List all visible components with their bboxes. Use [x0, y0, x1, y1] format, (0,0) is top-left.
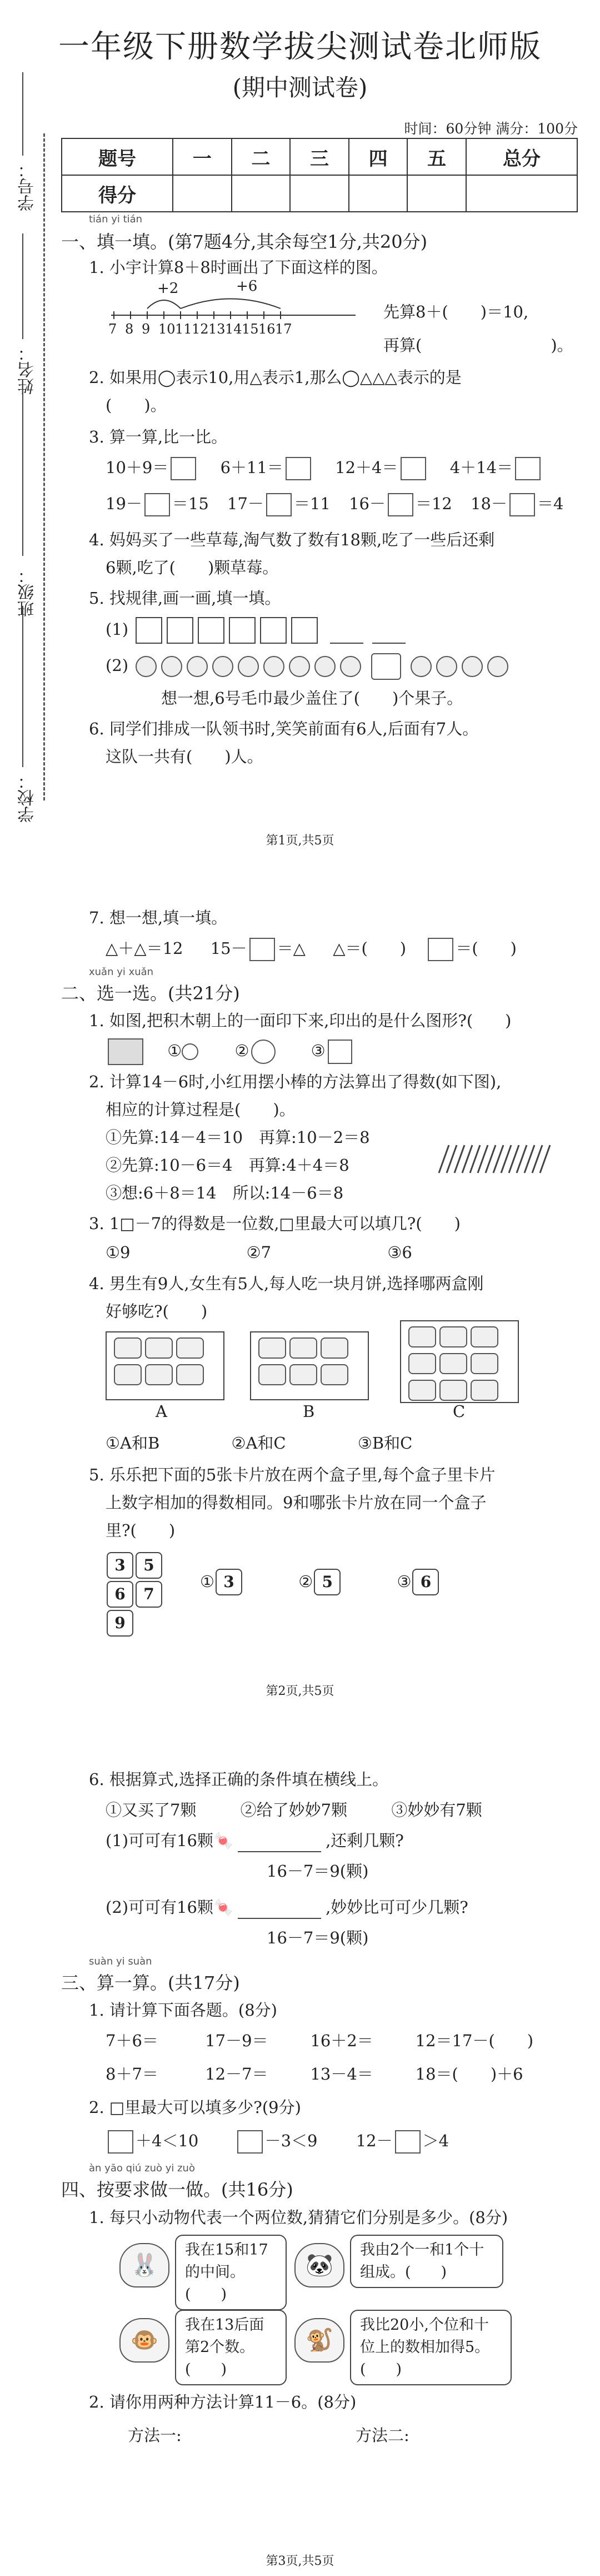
option-label[interactable]: ② — [234, 1041, 249, 1060]
arc-plus-2 — [147, 300, 181, 309]
s4-q2-text: 2. 请你用两种方法计算11－6。(8分) — [89, 2393, 357, 2411]
draw-blank[interactable] — [330, 626, 363, 644]
compare-expr: 4＋14＝ — [449, 458, 513, 477]
s3-q2-items — [106, 2129, 578, 2154]
s1-q7-row — [106, 937, 583, 961]
ineq-expr: －3＜9 — [264, 2131, 318, 2150]
condition-option[interactable]: ③妙妙有7颗 — [391, 1801, 482, 1819]
score-header-row — [62, 138, 577, 175]
side-label-id: 学号： — [18, 161, 37, 211]
number-line-label: 16 — [258, 321, 276, 337]
score-header-cell: 题号 — [62, 138, 173, 175]
fruit-icon — [462, 656, 483, 677]
compare-expr: 10＋9＝ — [106, 458, 169, 477]
answer-box[interactable] — [266, 493, 292, 516]
side-label-school: 学校： — [18, 773, 37, 823]
number-line-label: 15 — [242, 321, 259, 337]
mooncake-icon — [145, 1364, 173, 1385]
mooncake-icon — [439, 1353, 467, 1374]
towel-icon — [371, 653, 401, 680]
s1-q3-row1 — [106, 456, 583, 480]
fill-blank[interactable] — [238, 1834, 321, 1852]
score-header-cell: 四 — [349, 138, 408, 175]
mooncake-icon — [439, 1326, 467, 1347]
mooncake-icon — [114, 1337, 142, 1359]
fruit-icon — [161, 656, 182, 677]
s1-q1-text: 1. 小宇计算8＋8时画出了下面这样的图。 — [89, 258, 388, 277]
mooncake-icon — [471, 1326, 498, 1347]
compare-expr: 18－ — [471, 494, 507, 513]
page-footer: 第3页,共5页 — [266, 2554, 334, 2568]
calc-expr: 8＋7＝ — [106, 2065, 158, 2083]
answer-box[interactable] — [388, 493, 413, 516]
q7-expr: △＋△＝12 — [106, 939, 183, 958]
s2-q2-opt1[interactable]: ①先算:14－4＝10 再算:10－2＝8 — [106, 1128, 370, 1147]
box-label: C — [453, 1402, 466, 1421]
s2-q4-text-b: 好够吃?( ) — [106, 1302, 208, 1321]
s1-q6-text-b: 这队一共有( )人。 — [106, 747, 263, 766]
fruit-icon — [263, 656, 284, 677]
number-card: 3 — [216, 1569, 242, 1595]
side-label-class: 班级： — [18, 567, 37, 617]
candy-icon: 🍬 — [213, 1898, 234, 1917]
calc-expr: 17－9＝ — [205, 2031, 268, 2050]
score-header-cell: 一 — [173, 138, 232, 175]
answer-box[interactable] — [249, 938, 275, 961]
answer-box[interactable] — [144, 493, 170, 516]
triangle-icon: △ — [293, 939, 306, 958]
number-card: 7 — [136, 1581, 162, 1608]
answer-box[interactable] — [108, 2130, 133, 2154]
option-label[interactable]: ③ — [397, 1572, 412, 1591]
ineq-expr: ＞4 — [422, 2131, 449, 2150]
monkey-icon: 🐒 — [294, 2318, 344, 2363]
s2-q5-cards — [106, 1551, 172, 1638]
s1-q5-note: 想一想,6号毛巾最少盖住了( )个果子。 — [161, 689, 463, 708]
s2-q2-text-b: 相应的计算过程是( )。 — [106, 1100, 296, 1119]
speech-bubble: 我比20小,个位和十位上的数相加得5。( ) — [350, 2310, 512, 2385]
s1-q3-row2 — [106, 492, 583, 516]
s1-q5-row2 — [106, 653, 511, 680]
method-two-label: 方法二: — [356, 2426, 409, 2445]
calc-expr: 12－7＝ — [205, 2065, 268, 2083]
compare-expr: 16－ — [349, 494, 386, 513]
fruit-icon — [212, 656, 233, 677]
score-header-cell: 五 — [407, 138, 466, 175]
section3-pinyin: suàn yi suàn — [89, 1956, 152, 1967]
fruit-icon — [411, 656, 432, 677]
page-footer: 第1页,共5页 — [266, 834, 334, 848]
monkey-icon: 🐵 — [119, 2318, 169, 2363]
arc-label: +2 — [157, 280, 179, 297]
s1-q4-text-b: 6颗,吃了( )颗草莓。 — [106, 558, 279, 577]
option-label[interactable]: ②A和C — [231, 1434, 286, 1453]
arc-label: +6 — [236, 278, 258, 295]
mooncake-icon — [471, 1353, 498, 1374]
s1-q1-a: 先算8＋( )＝10, — [383, 302, 529, 321]
method-one-label: 方法一: — [128, 2426, 182, 2445]
q7-expr: ＝( ) — [456, 939, 517, 958]
mooncake-icon — [176, 1337, 204, 1359]
box-label: B — [303, 1402, 315, 1421]
compare-expr: 12＋4＝ — [335, 458, 398, 477]
pattern-square-icon — [167, 617, 193, 644]
mooncake-box-a — [106, 1331, 224, 1400]
option-label[interactable]: ③B和C — [357, 1434, 413, 1453]
pattern-square-icon — [229, 617, 256, 644]
fruit-icon — [136, 656, 157, 677]
ineq-expr: 12－ — [356, 2131, 393, 2150]
mooncake-icon — [408, 1380, 436, 1401]
mooncake-icon — [289, 1337, 317, 1359]
answer-box[interactable] — [171, 457, 196, 480]
option-label[interactable]: ① — [167, 1041, 182, 1060]
section1-title: 一、填一填。(第7题4分,其余每空1分,共20分) — [61, 231, 428, 252]
section2-pinyin: xuǎn yi xuǎn — [89, 966, 154, 978]
mooncake-icon — [439, 1380, 467, 1401]
number-card: 6 — [107, 1581, 133, 1608]
side-blank-line — [22, 389, 23, 556]
fruit-icon — [436, 656, 457, 677]
s1-q2-answer: ( )。 — [106, 396, 167, 415]
q7-expr: △＝( ) — [333, 939, 407, 958]
number-line-label: 14 — [225, 321, 242, 337]
section1-pinyin: tián yi tián — [89, 213, 143, 225]
option-label[interactable]: ①A和B — [106, 1434, 160, 1453]
section4-pinyin: àn yāo qiú zuò yi zuò — [89, 2162, 195, 2174]
pattern-square-icon — [136, 617, 162, 644]
section2-title: 二、选一选。(共21分) — [61, 983, 240, 1004]
s2-q5-text: 5. 乐乐把下面的5张卡片放在两个盒子里,每个盒子里卡片 — [89, 1465, 496, 1484]
binding-line — [43, 133, 45, 800]
answer-box[interactable] — [428, 938, 453, 961]
number-card: 5 — [136, 1552, 162, 1579]
mooncake-icon — [471, 1380, 498, 1401]
score-cell[interactable] — [349, 175, 408, 212]
s1-q2-text: 2. 如果用◯表示10,用△表示1,那么◯△△△表示的是 — [89, 368, 462, 387]
side-label-name: 姓名： — [18, 345, 37, 395]
q5-part2-label: (2) — [106, 656, 129, 675]
mooncake-icon — [408, 1326, 436, 1347]
mooncake-icon — [258, 1364, 286, 1385]
side-blank-line — [22, 606, 23, 767]
score-table — [61, 138, 578, 212]
s2-q6-part2 — [106, 1896, 578, 1919]
s3-q1-text: 1. 请计算下面各题。(8分) — [89, 2001, 277, 2020]
s4-q1-text: 1. 每只小动物代表一个两位数,猜猜它们分别是多少。(8分) — [89, 2208, 508, 2227]
pattern-square-icon — [198, 617, 224, 644]
calc-expr: 12＝17－( ) — [415, 2031, 534, 2050]
s2-q6-part1 — [106, 1829, 578, 1852]
mooncake-icon — [114, 1364, 142, 1385]
score-cell[interactable] — [407, 175, 466, 212]
number-line-label: 9 — [142, 321, 151, 337]
mooncake-icon — [289, 1364, 317, 1385]
mooncake-box-b — [250, 1331, 369, 1400]
speech-bubble: 我在15和17的中间。( ) — [175, 2235, 287, 2310]
s1-q5-text: 5. 找规律,画一画,填一填。 — [89, 589, 281, 608]
answer-box[interactable] — [509, 493, 535, 516]
answer-box[interactable] — [286, 457, 311, 480]
box-label: A — [156, 1402, 167, 1421]
number-line-label: 7 — [108, 321, 117, 337]
s2-q1-options — [106, 1038, 561, 1065]
ineq-expr: ＋4＜10 — [136, 2131, 199, 2150]
number-card: 9 — [107, 1610, 133, 1637]
number-line-label: 17 — [275, 321, 292, 337]
exam-title: 一年级下册数学拔尖测试卷北师版 — [58, 29, 542, 65]
arc-plus-6 — [181, 299, 281, 309]
sticks-image — [433, 1142, 561, 1176]
score-header-cell: 三 — [290, 138, 349, 175]
number-line-label: 12 — [192, 321, 209, 337]
compare-expr: 6＋11＝ — [220, 458, 283, 477]
number-card: 3 — [107, 1552, 133, 1579]
condition-option[interactable]: ①又买了7颗 — [106, 1801, 197, 1819]
mooncake-icon — [258, 1337, 286, 1359]
s3-row2 — [106, 2062, 578, 2086]
number-card: 6 — [412, 1569, 439, 1595]
number-line-label: 8 — [125, 321, 134, 337]
compare-expr: ＝12 — [415, 494, 452, 513]
fruit-icon — [289, 656, 310, 677]
compare-expr: ＝4 — [537, 494, 564, 513]
number-line-label: 10 — [158, 321, 176, 337]
s2-q4-text: 4. 男生有9人,女生有5人,每人吃一块月饼,选择哪两盒刚 — [89, 1274, 484, 1293]
calc-expr: 7＋6＝ — [106, 2031, 158, 2050]
speech-bubble: 我由2个一和1个十组成。( ) — [350, 2235, 503, 2288]
s3-row1 — [106, 2029, 578, 2052]
q6-part1-text-b: ,还剩几颗? — [326, 1831, 404, 1850]
side-blank-line — [22, 233, 23, 339]
q6-part2-text: (2)可可有16颗 — [106, 1898, 213, 1917]
s1-q5-row1 — [106, 617, 410, 644]
score-cell[interactable] — [173, 175, 232, 212]
score-header-cell: 二 — [232, 138, 291, 175]
option-label[interactable]: ②7 — [246, 1243, 272, 1262]
option-label[interactable]: ② — [298, 1572, 313, 1591]
s1-q6-text: 6. 同学们排成一队领书时,笑笑前面有6人,后面有7人。 — [89, 719, 479, 738]
q6-part1-equation: 16－7＝9(颗) — [267, 1862, 369, 1881]
speech-bubble: 我在13后面第2个数。( ) — [175, 2310, 287, 2385]
circle-in-square-icon — [251, 1040, 276, 1064]
s2-q2-text: 2. 计算14－6时,小红用摆小棒的方法算出了得数(如下图), — [89, 1072, 502, 1091]
calc-expr: 16＋2＝ — [310, 2031, 373, 2050]
q6-part2-text-b: ,妙妙比可可少几颗? — [326, 1898, 468, 1917]
compare-expr: ＝11 — [293, 494, 331, 513]
s3-q2-text: 2. □里最大可以填多少?(9分) — [89, 2098, 301, 2117]
option-label[interactable]: ① — [200, 1572, 214, 1591]
calc-expr: 18＝( )＋6 — [415, 2065, 523, 2083]
score-row-label: 得分 — [62, 175, 173, 212]
s1-q1-b: 再算( )。 — [383, 336, 573, 355]
option-label[interactable]: ①9 — [106, 1243, 131, 1262]
compare-expr: 17－ — [227, 494, 264, 513]
score-cell[interactable] — [466, 175, 577, 212]
candy-icon: 🍬 — [213, 1831, 234, 1850]
s2-q3-options — [106, 1241, 561, 1264]
answer-box[interactable] — [237, 2130, 263, 2154]
fruit-icon — [238, 656, 259, 677]
q7-expr: ＝ — [277, 939, 293, 958]
q6-part1-text: (1)可可有16颗 — [106, 1831, 213, 1850]
pattern-square-icon — [260, 617, 287, 644]
answer-box[interactable] — [515, 457, 541, 480]
s2-q2-opt2[interactable]: ②先算:10－6＝4 再算:4＋4＝8 — [106, 1156, 349, 1175]
s2-q1-text: 1. 如图,把积木朝上的一面印下来,印出的是什么图形?( ) — [89, 1011, 512, 1030]
q6-part2-equation: 16－7＝9(颗) — [267, 1928, 369, 1947]
block-image — [108, 1038, 143, 1065]
fruit-icon — [187, 656, 208, 677]
mooncake-icon — [176, 1364, 204, 1385]
section3-title: 三、算一算。(共17分) — [61, 1972, 240, 1993]
condition-option[interactable]: ②给了妙妙7颗 — [240, 1801, 348, 1819]
exam-subtitle: (期中测试卷) — [232, 74, 368, 101]
score-value-row — [62, 175, 577, 212]
s1-q7-text: 7. 想一想,填一填。 — [89, 908, 228, 927]
mooncake-icon — [321, 1337, 348, 1359]
compare-expr: ＝15 — [172, 494, 209, 513]
exam-meta: 时间：60分钟 满分：100分 — [404, 121, 578, 137]
score-cell[interactable] — [290, 175, 349, 212]
s2-q2-opt3[interactable]: ③想:6＋8＝14 所以:14－6＝8 — [106, 1183, 344, 1202]
panda-icon: 🐼 — [294, 2243, 344, 2287]
s2-q6-text: 6. 根据算式,选择正确的条件填在横线上。 — [89, 1770, 389, 1789]
answer-box[interactable] — [395, 2130, 421, 2154]
fruit-icon — [487, 656, 508, 677]
mooncake-box-c — [400, 1320, 519, 1403]
s2-q5-text-b: 上数字相加的得数相同。9和哪张卡片放在同一个盒子 — [106, 1493, 487, 1512]
page-footer: 第2页,共5页 — [266, 1684, 334, 1698]
score-header-cell: 总分 — [466, 138, 577, 175]
s2-q3-text: 3. 1□－7的得数是一位数,□里最大可以填几?( ) — [89, 1214, 461, 1233]
compare-expr: 19－ — [106, 494, 142, 513]
s1-q3-text: 3. 算一算,比一比。 — [89, 427, 228, 446]
mooncake-icon — [321, 1364, 348, 1385]
option-label[interactable]: ③6 — [387, 1243, 412, 1262]
s2-q6-options — [106, 1798, 578, 1822]
number-card: 5 — [314, 1569, 341, 1595]
section4-title: 四、按要求做一做。(共16分) — [61, 2179, 293, 2200]
q5-part1-label: (1) — [106, 620, 129, 639]
side-blank-line — [22, 72, 23, 156]
square-shape-icon — [328, 1040, 352, 1064]
s2-q4-options — [106, 1431, 561, 1455]
mooncake-icon — [408, 1353, 436, 1374]
pattern-square-icon — [291, 617, 318, 644]
q7-expr: 15－ — [210, 939, 247, 958]
number-line-label: 11 — [175, 321, 192, 337]
draw-blank[interactable] — [372, 626, 406, 644]
circle-shape-icon — [182, 1043, 198, 1060]
s2-q5-options — [200, 1568, 578, 1597]
fill-blank[interactable] — [238, 1901, 321, 1919]
s1-q4-text: 4. 妈妈买了一些草莓,淘气数了数有18颗,吃了一些后还剩 — [89, 530, 495, 549]
fruit-icon — [314, 656, 336, 677]
answer-box[interactable] — [401, 457, 426, 480]
rabbit-icon: 🐰 — [119, 2243, 169, 2287]
number-line-labels — [106, 321, 361, 344]
option-label[interactable]: ③ — [311, 1041, 326, 1060]
s2-q5-text-c: 里?( ) — [106, 1521, 176, 1540]
mooncake-icon — [145, 1337, 173, 1359]
fruit-icon — [340, 656, 361, 677]
calc-expr: 13－4＝ — [310, 2065, 373, 2083]
number-line-label: 13 — [208, 321, 226, 337]
score-cell[interactable] — [232, 175, 291, 212]
